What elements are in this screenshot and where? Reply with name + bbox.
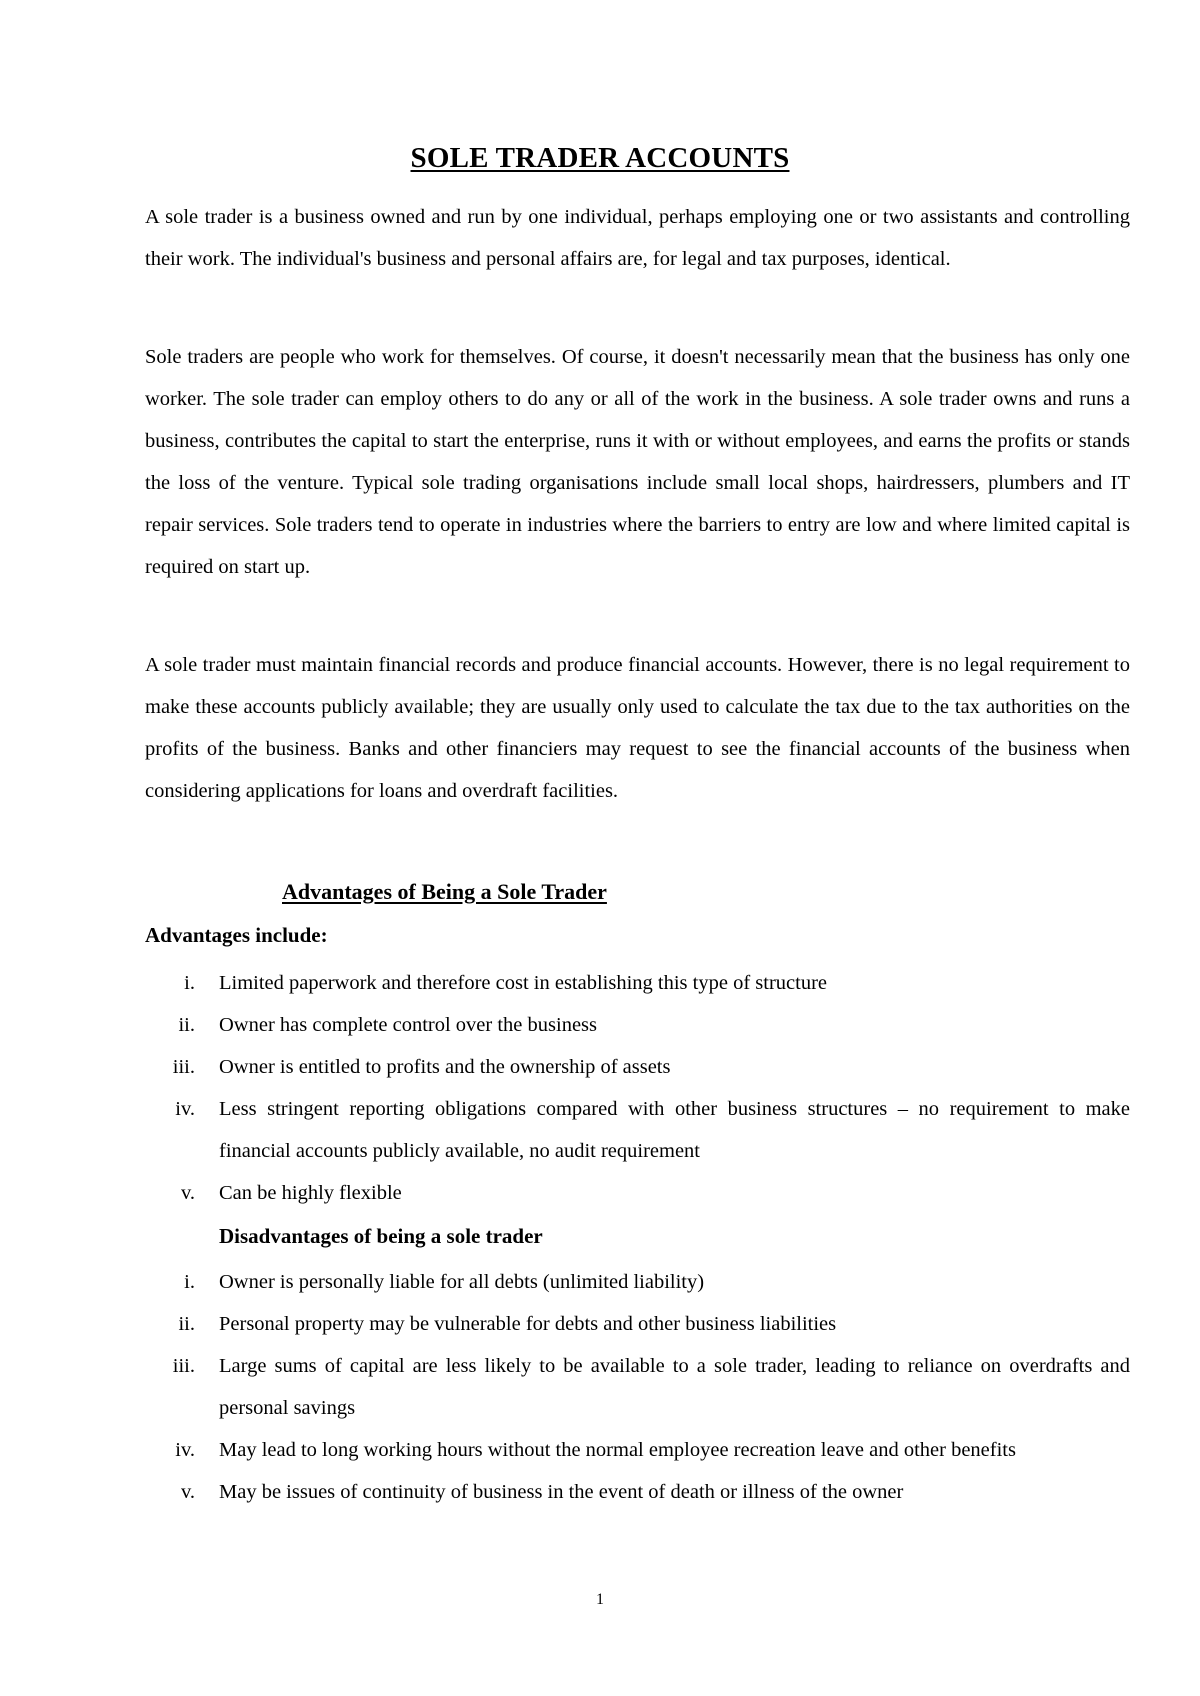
list-item-text: May be issues of continuity of business in the event of death or illness of the owner: [219, 1481, 904, 1503]
list-item-text: Owner is entitled to profits and the ownership of assets: [219, 1056, 671, 1078]
list-item-number: iii.: [172, 1355, 195, 1377]
list-item-number: i.: [184, 1271, 195, 1293]
list-item-number: i.: [184, 972, 195, 994]
list-item: [145, 1471, 1130, 1513]
advantages-heading: Advantages include:: [145, 923, 328, 947]
list-item-number: v.: [180, 1481, 195, 1503]
intro-paragraph: A sole trader is a business owned and run by one individual, perhaps employing one or two assistants and controlling their work. The individual's business and personal affairs are, for legal and tax purposes, identical.: [145, 206, 1130, 270]
list-item: [145, 1046, 1130, 1088]
list-item-number: ii.: [178, 1313, 195, 1335]
list-item: [145, 1429, 1130, 1471]
page-number: 1: [596, 1591, 604, 1608]
list-item-number: iv.: [175, 1098, 195, 1120]
list-item-text: May lead to long working hours without the normal employee recreation leave and other benefits: [219, 1439, 1016, 1461]
list-item-text: Owner has complete control over the business: [219, 1014, 598, 1036]
list-item: [145, 1345, 1130, 1429]
list-item: [145, 1303, 1130, 1345]
list-item-text: Owner is personally liable for all debts (unlimited liability): [219, 1271, 705, 1293]
list-item-text: Limited paperwork and therefore cost in establishing this type of structure: [219, 972, 827, 994]
list-item: [145, 962, 1130, 1004]
records-paragraph: A sole trader must maintain financial records and produce financial accounts. However, there is no legal requirement to make these accounts publicly available; they are usually only used to calculate the tax due to the tax authorities on the profits of the business. Banks and other financiers may request to see the financial accounts of the business when considering applications for loans and overdraft facilities.: [145, 654, 1130, 802]
disadvantages-heading: Disadvantages of being a sole trader: [219, 1224, 543, 1248]
list-item-number: iii.: [172, 1056, 195, 1078]
advantages-list: [145, 962, 1130, 1214]
document-title: SOLE TRADER ACCOUNTS: [410, 142, 790, 174]
list-item: [145, 1172, 1130, 1214]
list-item-text: Can be highly flexible: [219, 1182, 402, 1204]
list-item-number: iv.: [175, 1439, 195, 1461]
description-paragraph: Sole traders are people who work for themselves. Of course, it doesn't necessarily mean that the business has only one worker. The sole trader can employ others to do any or all of the work in the business. A sole trader owns and runs a business, contributes the capital to start the enterprise, runs it with or without employees, and earns the profits or stands the loss of the venture. Typical sole trading organisations include small local shops, hairdressers, plumbers and IT repair services. Sole traders tend to operate in industries where the barriers to entry are low and where limited capital is required on start up.: [145, 346, 1130, 578]
list-item-number: ii.: [178, 1014, 195, 1036]
list-item: [145, 1088, 1130, 1172]
list-item-text: Less stringent reporting obligations compared with other business structures – no requirement to make financial accounts publicly available, no audit requirement: [219, 1098, 1130, 1162]
list-item-text: Large sums of capital are less likely to be available to a sole trader, leading to reliance on overdrafts and personal savings: [219, 1355, 1130, 1419]
list-item: [145, 1261, 1130, 1303]
disadvantages-list: [145, 1261, 1130, 1513]
list-item-number: v.: [180, 1182, 195, 1204]
list-item: [145, 1004, 1130, 1046]
list-item-text: Personal property may be vulnerable for debts and other business liabilities: [219, 1313, 837, 1335]
section-heading: Advantages of Being a Sole Trader: [282, 879, 607, 904]
